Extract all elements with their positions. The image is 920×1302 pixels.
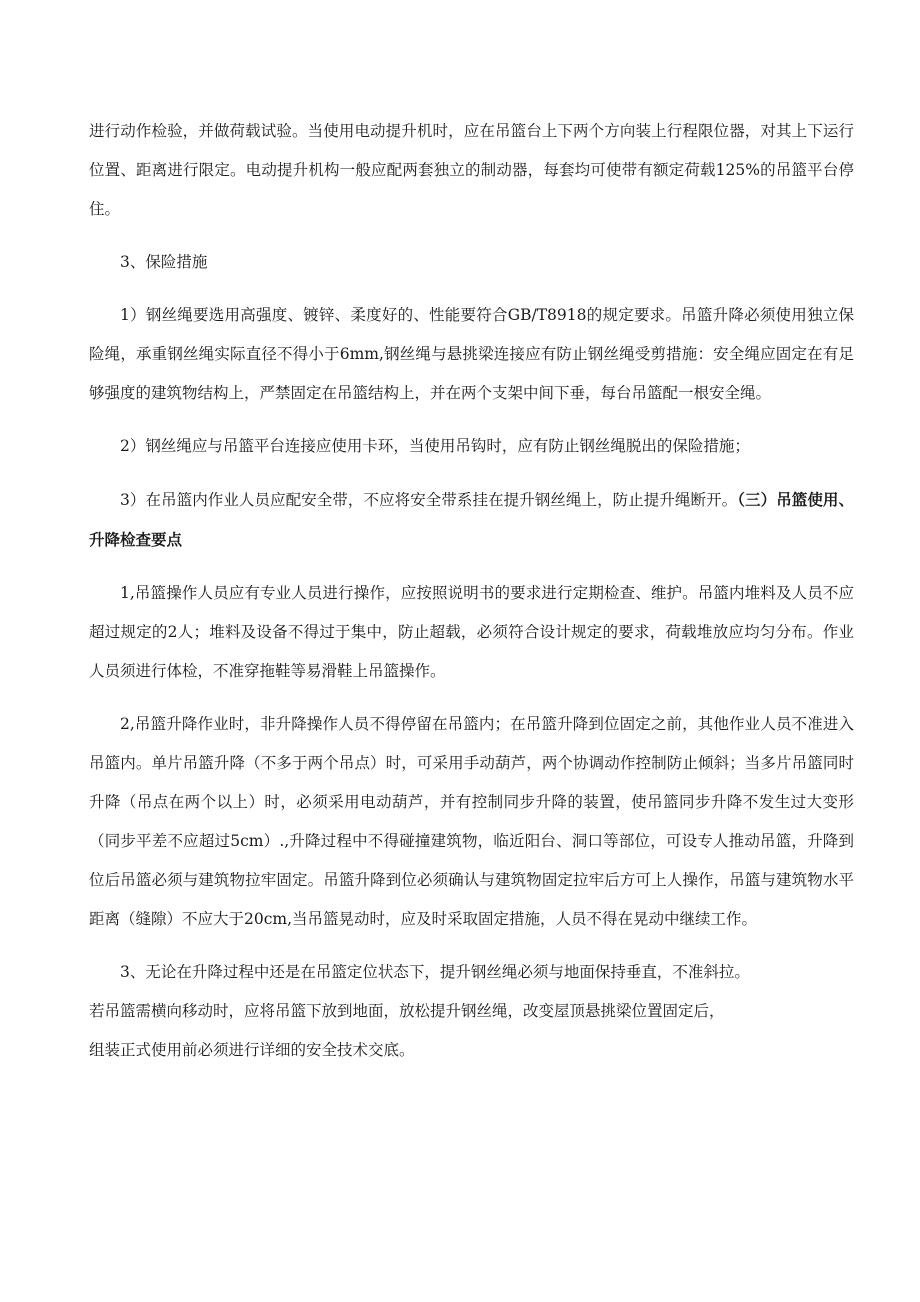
paragraph-point-2: 2,吊篮升降作业时，非升降操作人员不得停留在吊篮内；在吊篮升降到位固定之前，其他作业人员不准进入吊篮内。单片吊篮升降（不多于两个吊点）时，可采用手动葫芦，两个协调动作控制防止倾斜；当多片吊篮同时升降（吊点在两个以上）时，必须采用电动葫芦，并有控制同步升降的装置，使吊篮同步升降不发生过大变形（同步平差不应超过5cm）.,升降过程中不得碰撞建筑物，临近阳台、洞口等部位，可设专人推动吊篮，升降到位后吊篮必须与建筑物拉牢固定。吊篮升降到位必须确认与建筑物固定拉牢后方可上人操作，吊篮与建筑物水平距离（缝隙）不应大于20cm,当吊篮晃动时，应及时采取固定措施，人员不得在晃动中继续工作。	[89, 715, 854, 928]
paragraph-item-2: 2）钢丝绳应与吊篮平台连接应使用卡环，当使用吊钩时，应有防止钢丝绳脱出的保险措施；	[120, 437, 750, 455]
paragraph-item-1: 1）钢丝绳要选用高强度、镀锌、柔度好的、性能要符合GB/T8918的规定要求。吊篮升降必须使用独立保险绳，承重钢丝绳实际直径不得小于6mm,钢丝绳与悬挑梁连接应有防止钢丝绳受剪措施：安全绳应固定在有足够强度的建筑物结构上，严禁固定在吊篮结构上，并在两个支架中间下垂，每台吊篮配一根安全绳。	[89, 306, 854, 402]
paragraph-safety-briefing: 组装正式使用前必须进行详细的安全技术交底。	[89, 1041, 415, 1059]
item-3-text: 3）在吊篮内作业人员应配安全带，不应将安全带系挂在提升钢丝绳上，防止提升绳断开。	[120, 491, 738, 509]
paragraph-point-1: 1,吊篮操作人员应有专业人员进行操作，应按照说明书的要求进行定期检查、维护。吊篮内堆料及人员不应超过规定的2人；堆料及设备不得过于集中，防止超载，必须符合设计规定的要求，荷载堆放应均匀分布。作业人员须进行体检，不准穿拖鞋等易滑鞋上吊篮操作。	[89, 584, 854, 680]
section-heading-insurance-measures: 3、保险措施	[120, 253, 208, 271]
paragraph-item-3	[89, 480, 854, 560]
paragraph-lateral-move: 若吊篮需横向移动时，应将吊篮下放到地面，放松提升钢丝绳，改变屋顶悬挑梁位置固定后，	[89, 1002, 725, 1020]
section-heading-usage-inspection: （三）吊篮使用、升降检查要点	[89, 490, 854, 549]
paragraph-continuation: 进行动作检验，并做荷载试验。当使用电动提升机时，应在吊篮台上下两个方向装上行程限位器，对其上下运行位置、距离进行限定。电动提升机构一般应配两套独立的制动器，每套均可使带有额定荷载125%的吊篮平台停住。	[89, 122, 854, 218]
paragraph-point-3: 3、无论在升降过程中还是在吊篮定位状态下，提升钢丝绳必须与地面保持垂直，不准斜拉。	[120, 963, 750, 981]
document-page	[89, 112, 854, 1070]
